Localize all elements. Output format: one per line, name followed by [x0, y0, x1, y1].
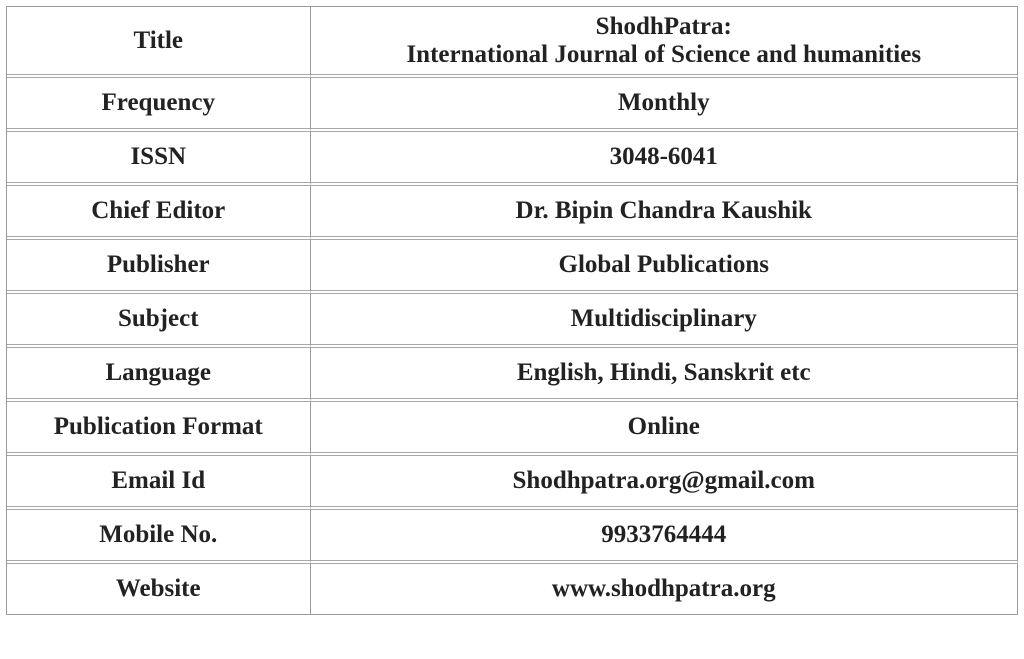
- row-label-subject: Subject: [7, 294, 311, 348]
- journal-info-table: [6, 6, 1018, 615]
- journal-name-line-2: International Journal of Science and humanities: [406, 40, 922, 68]
- row-value-mobile: 9933764444: [311, 510, 1019, 564]
- row-value-title: [311, 7, 1019, 78]
- table-row-email: [7, 456, 1018, 510]
- row-value-subject: Multidisciplinary: [311, 294, 1019, 348]
- table-row-publication-format: [7, 402, 1018, 456]
- row-value-website: www.shodhpatra.org: [311, 564, 1019, 615]
- row-label-title: Title: [7, 7, 311, 78]
- table-row-website: [7, 564, 1018, 615]
- row-label-email: Email Id: [7, 456, 311, 510]
- row-label-chief-editor: Chief Editor: [7, 186, 311, 240]
- table-row-mobile: [7, 510, 1018, 564]
- row-value-issn: 3048-6041: [311, 132, 1019, 186]
- row-label-publication-format: Publication Format: [7, 402, 311, 456]
- row-value-publication-format: Online: [311, 402, 1019, 456]
- row-value-frequency: Monthly: [311, 78, 1019, 132]
- row-label-language: Language: [7, 348, 311, 402]
- table-row-frequency: [7, 78, 1018, 132]
- table-row-publisher: [7, 240, 1018, 294]
- row-label-publisher: Publisher: [7, 240, 311, 294]
- journal-name-line-1: ShodhPatra:: [595, 12, 732, 40]
- row-label-frequency: Frequency: [7, 78, 311, 132]
- row-value-chief-editor: Dr. Bipin Chandra Kaushik: [311, 186, 1019, 240]
- table-row-subject: [7, 294, 1018, 348]
- table-row-title: [7, 7, 1018, 78]
- row-label-mobile: Mobile No.: [7, 510, 311, 564]
- row-value-language: English, Hindi, Sanskrit etc: [311, 348, 1019, 402]
- row-label-issn: ISSN: [7, 132, 311, 186]
- table-row-language: [7, 348, 1018, 402]
- table-row-chief-editor: [7, 186, 1018, 240]
- row-value-email: Shodhpatra.org@gmail.com: [311, 456, 1019, 510]
- row-label-website: Website: [7, 564, 311, 615]
- row-value-publisher: Global Publications: [311, 240, 1019, 294]
- table-row-issn: [7, 132, 1018, 186]
